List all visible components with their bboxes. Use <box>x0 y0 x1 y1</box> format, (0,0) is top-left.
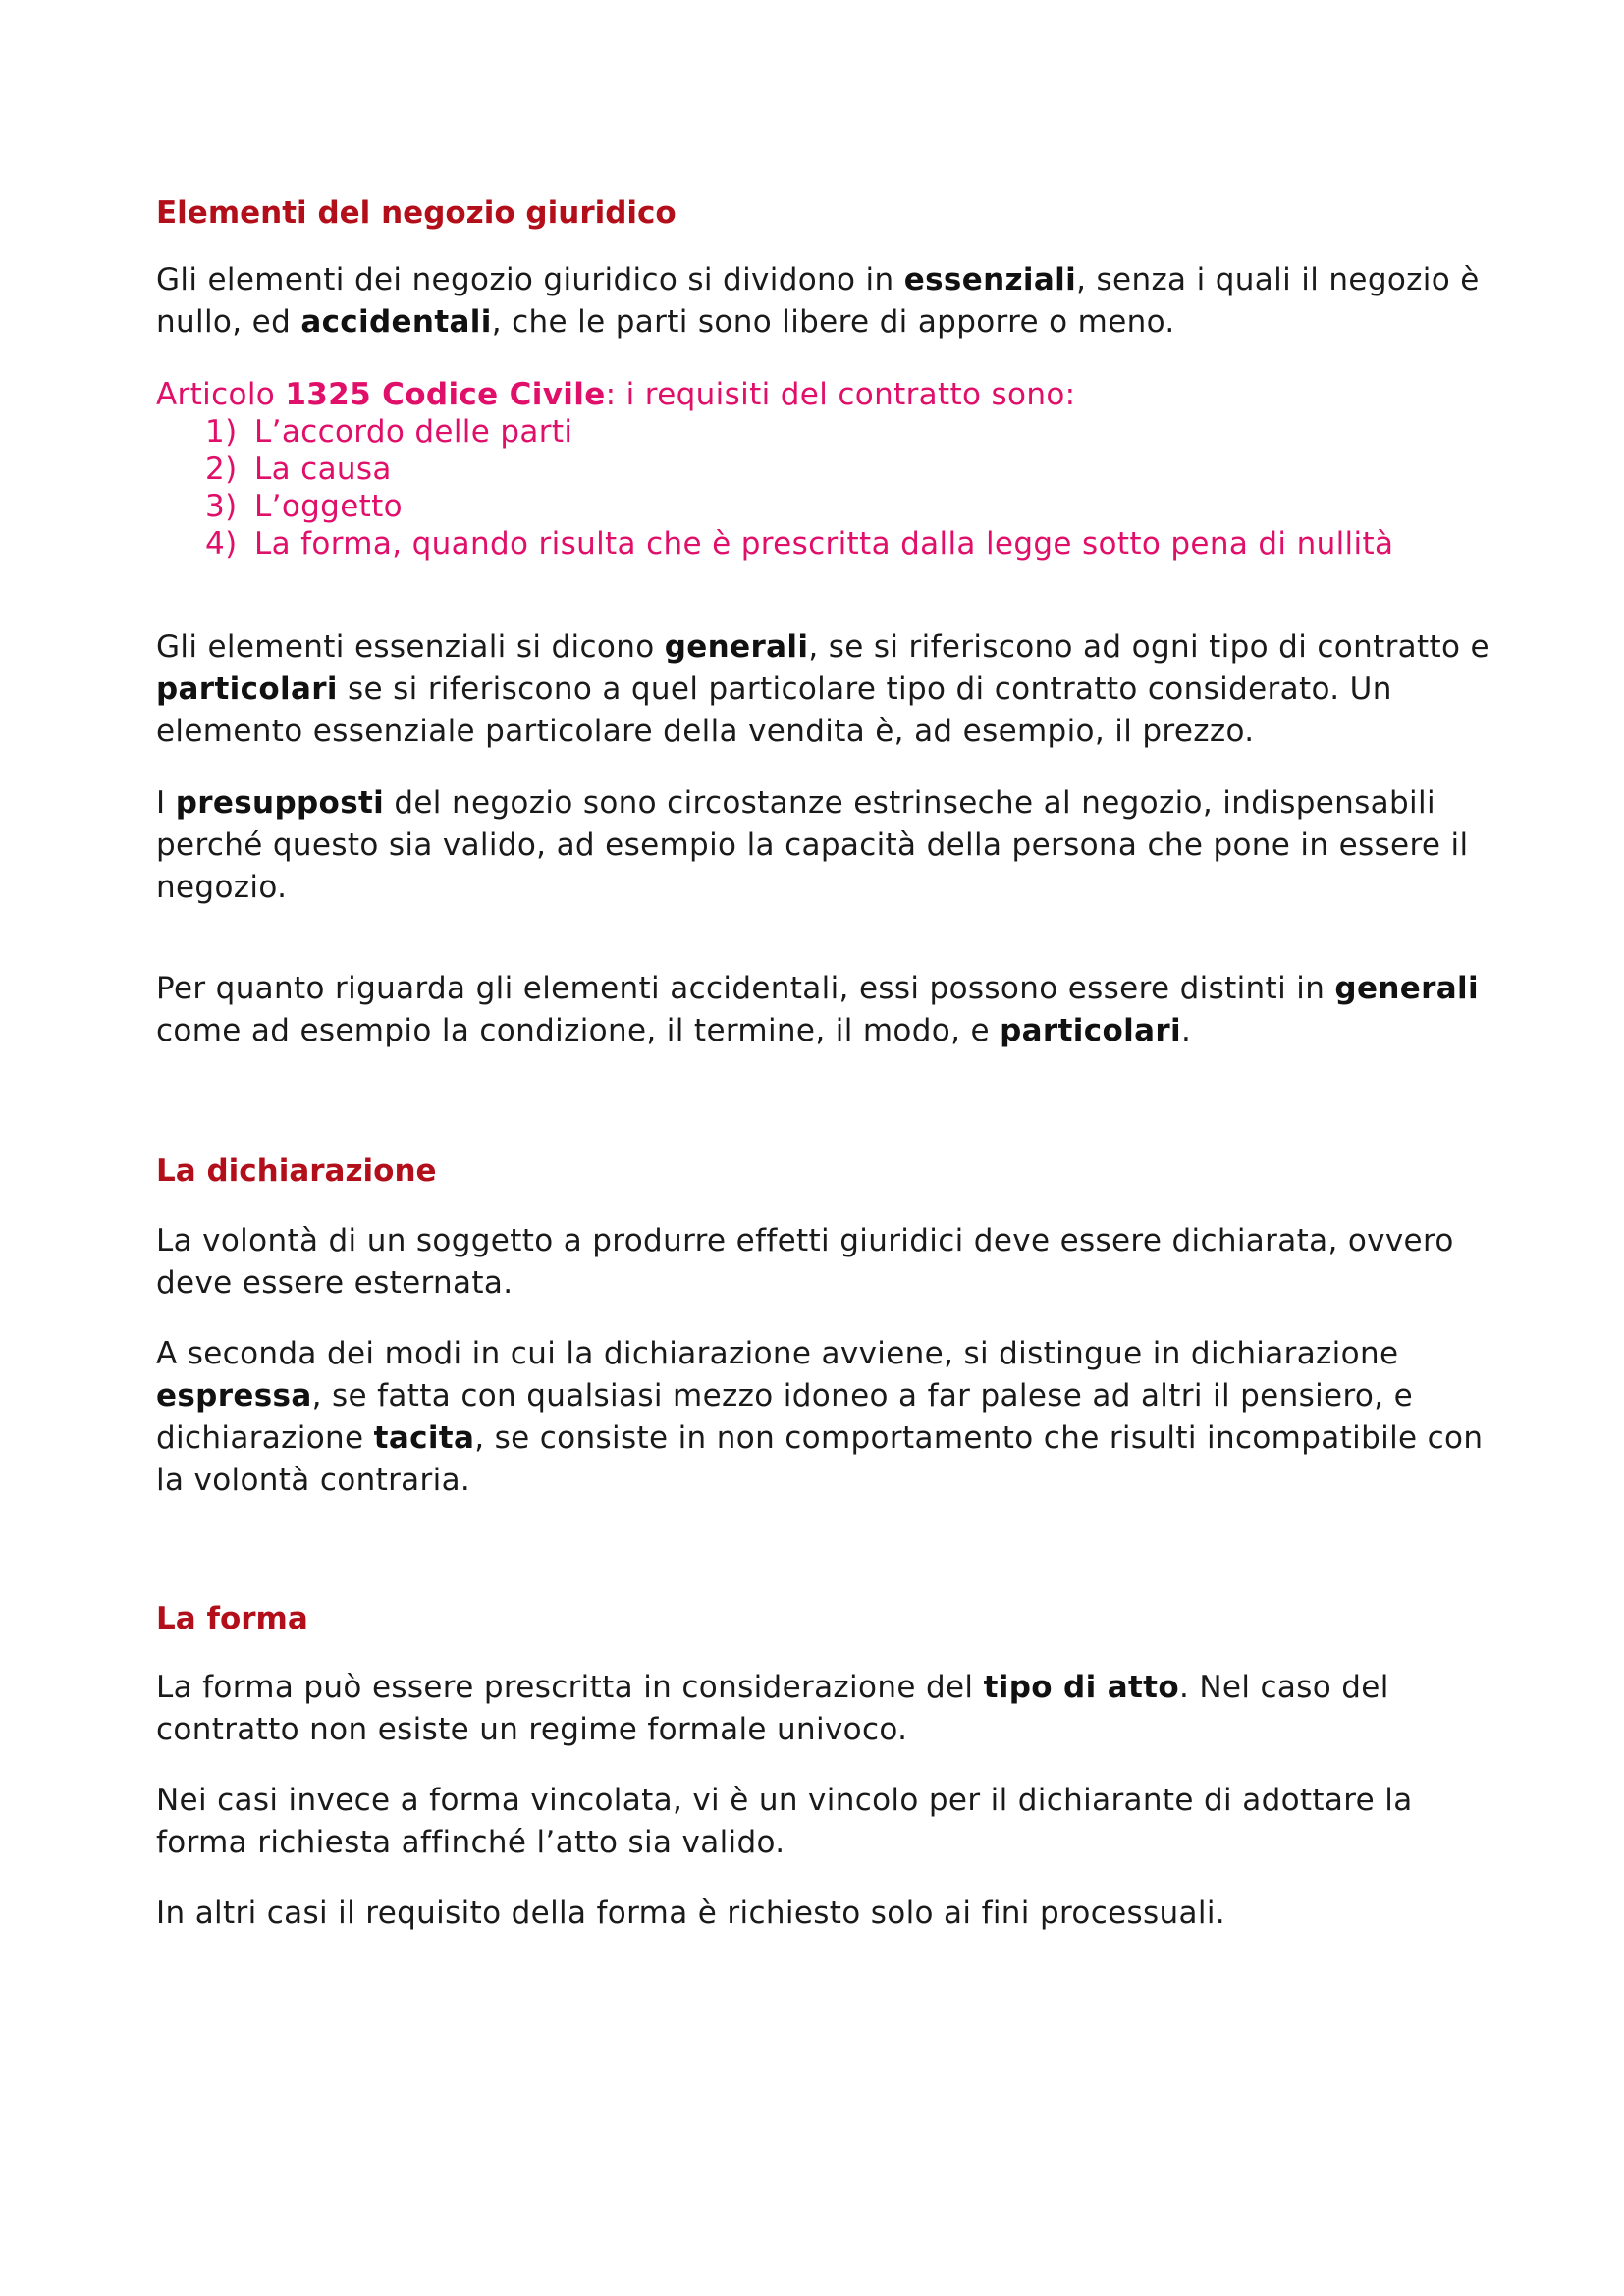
section-title-forma: La forma <box>156 1601 308 1636</box>
paragraph-accidentali: Per quanto riguarda gli elementi accidentali, essi possono essere distinti in generali come ad esempio la condizione, il termine, il modo, e particolari. <box>156 971 1479 1048</box>
article-1325 <box>156 376 1501 562</box>
paragraph-presupposti: I presupposti del negozio sono circostanze estrinseche al negozio, indispensabili perché questo sia valido, ad esempio la capacità della persona che pone in essere il negozio. <box>156 785 1469 905</box>
paragraph-volonta: La volontà di un soggetto a produrre effetti giuridici deve essere dichiarata, ovvero deve essere esternata. <box>156 1223 1454 1301</box>
article-intro: Articolo 1325 Codice Civile: i requisiti del contratto sono: <box>156 377 1076 412</box>
list-item: 2) La causa <box>205 452 392 487</box>
paragraph-essenziali: Gli elementi essenziali si dicono generali, se si riferiscono ad ogni tipo di contratto e particolari se si riferiscono a quel particolare tipo di contratto considerato. Un elemento essenziale particolare della vendita è, ad esempio, il prezzo. <box>156 629 1489 749</box>
list-item: 4) La forma, quando risulta che è prescritta dalla legge sotto pena di nullità <box>205 526 1394 561</box>
section-title-dichiarazione: La dichiarazione <box>156 1153 437 1189</box>
section-title-negozio: Elementi del negozio giuridico <box>156 195 677 231</box>
requirements-list <box>156 413 1501 562</box>
list-item: 3) L’oggetto <box>205 489 403 524</box>
paragraph-forma-vincolata: Nei casi invece a forma vincolata, vi è un vincolo per il dichiarante di adottare la forma richiesta affinché l’atto sia valido. <box>156 1783 1413 1860</box>
paragraph-forma-processuali: In altri casi il requisito della forma è richiesto solo ai fini processuali. <box>156 1896 1226 1931</box>
paragraph-forma-prescritta: La forma può essere prescritta in considerazione del tipo di atto. Nel caso del contratto non esiste un regime formale univoco. <box>156 1670 1389 1747</box>
list-item: 1) L’accordo delle parti <box>205 414 573 450</box>
paragraph-modi: A seconda dei modi in cui la dichiarazione avviene, si distingue in dichiarazione espressa, se fatta con qualsiasi mezzo idoneo a far palese ad altri il pensiero, e dichiarazione tacita, se consiste in non comportamento che risulti incompatibile con la volontà contraria. <box>156 1336 1484 1498</box>
paragraph-elementi: Gli elementi dei negozio giuridico si dividono in essenziali, senza i quali il negozio è nullo, ed accidentali, che le parti sono libere di apporre o meno. <box>156 262 1480 340</box>
